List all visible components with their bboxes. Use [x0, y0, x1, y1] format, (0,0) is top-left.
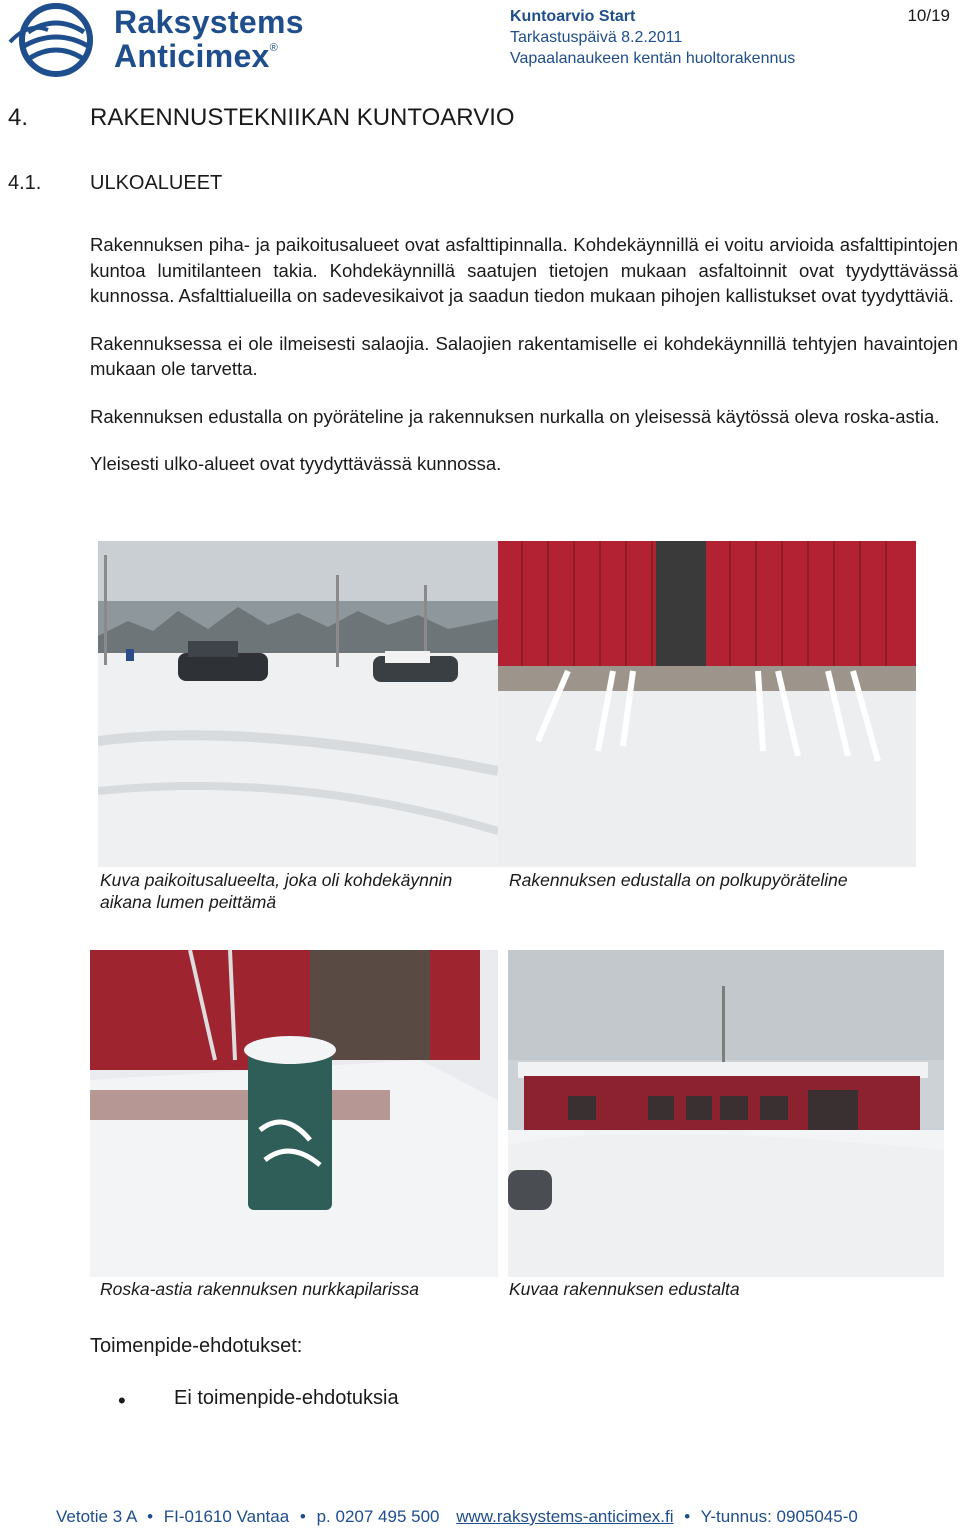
footer-business-id: Y-tunnus: 0905045-0 [700, 1507, 858, 1526]
actions-heading: Toimenpide-ehdotukset: [90, 1335, 303, 1357]
footer-spacer [444, 1507, 456, 1526]
caption-building-front: Kuvaa rakennuksen edustalta [509, 1279, 740, 1299]
inspection-date: Tarkastuspäivä 8.2.2011 [510, 29, 683, 46]
subsection-heading [8, 172, 222, 195]
paragraph-4: Yleisesti ulko-alueet ovat tyydyttävässä kunnossa. [90, 453, 502, 474]
logo-line2 [114, 38, 278, 75]
registered-mark: ® [269, 42, 279, 54]
caption-parking-lot: Kuva paikoitusalueelta, joka oli kohdekäynnin aikana lumen peittämä [100, 870, 453, 912]
report-title: Kuntoarvio Start [510, 8, 636, 25]
paragraph-3: Rakennuksen edustalla on pyöräteline ja rakennuksen nurkalla on yleisessä käytössä oleva roska-astia. [90, 405, 940, 427]
caption-trash-bin: Roska-astia rakennuksen nurkkapilarissa [100, 1279, 420, 1299]
globe-logo-icon [8, 2, 108, 78]
footer-separator: • [299, 1507, 306, 1526]
action-item: Ei toimenpide-ehdotuksia [174, 1387, 399, 1409]
photo-trash-bin [90, 950, 498, 1277]
footer-separator: • [147, 1507, 154, 1526]
section-title: RAKENNUSTEKNIIKAN KUNTOARVIO [90, 104, 515, 131]
footer-postal: FI-01610 Vantaa [163, 1507, 290, 1526]
paragraph-1: Rakennuksen piha- ja paikoitusalueet ovat asfalttipinnalla. Kohdekäynnillä ei voitu arvioida asfalttipintojen kuntoa lumitilanteen takia. Kohdekäynnillä saatujen tietojen mukaan asfaltoinnit ovat tyydyttävässä kunnossa. Asfalttialueilla on sadevesikaivot ja saadun tiedon mukaan pihojen kallistukset ovat tyydyttäviä. [90, 234, 958, 306]
photo-bike-rack [498, 541, 916, 867]
subsection-number: 4.1. [8, 172, 42, 194]
body-text [90, 232, 958, 499]
photo-parking-lot [98, 541, 498, 867]
paragraph-2: Rakennuksessa ei ole ilmeisesti salaojia. Salaojien rakentamiselle ei kohdekäynnillä tehtyjen havaintojen mukaan ole tarvetta. [90, 332, 958, 379]
section-heading [8, 104, 515, 132]
site-name: Vapaalanaukeen kentän huoltorakennus [510, 50, 796, 67]
document-header [510, 6, 795, 69]
footer-separator: • [684, 1507, 691, 1526]
caption-bike-rack: Rakennuksen edustalla on polkupyöräteline [509, 870, 848, 890]
page-number: 10/19 [907, 6, 950, 25]
company-logo [8, 2, 308, 80]
subsection-title: ULKOALUEET [90, 172, 223, 194]
footer-phone: p. 0207 495 500 [316, 1507, 440, 1526]
footer-website-link[interactable]: www.raksystems-anticimex.fi [456, 1507, 674, 1526]
footer-address: Vetotie 3 A [56, 1507, 137, 1526]
photo-building-front [508, 950, 944, 1277]
logo-line1: Raksystems [114, 4, 304, 40]
section-number: 4. [8, 104, 29, 131]
bullet-icon: • [118, 1388, 126, 1413]
logo-line2-text: Anticimex [114, 38, 270, 74]
page-footer [56, 1507, 858, 1527]
